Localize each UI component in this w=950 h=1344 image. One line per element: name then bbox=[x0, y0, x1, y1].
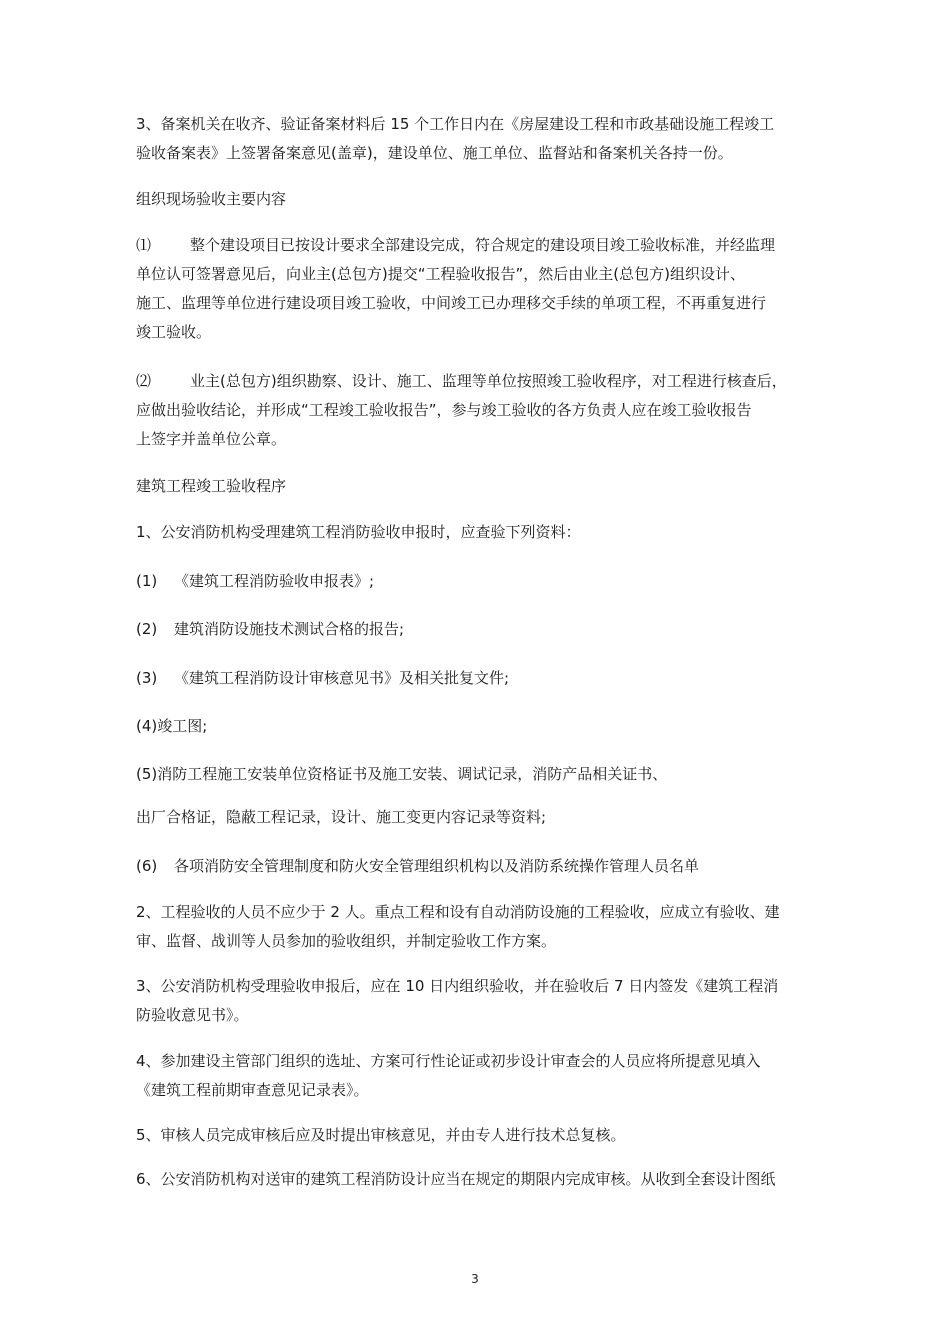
paragraph-item-2: ⑵ 业主(总包方)组织勘察、设计、施工、监理等单位按照竣工验收程序，对工程进行核查后， 应做出验收结论，并形成“工程竣工验收报告”，参与竣工验收的各方负责人应在竣工验收报告 上签字并盖单位公章。 bbox=[136, 367, 826, 454]
list-item-1: (1) 《建筑工程消防验收申报表》; bbox=[136, 572, 375, 590]
paragraph-step-4: 4、参加建设主管部门组织的选址、方案可行性论证或初步设计审查会的人员应将所提意见填入 《建筑工程前期审查意见记录表》。 bbox=[136, 1052, 761, 1099]
item-number: ⑵ bbox=[136, 372, 152, 390]
list-item-4: (4)竣工图; bbox=[136, 717, 208, 735]
page-number: 3 bbox=[471, 1272, 479, 1286]
paragraph-step-5: 5、审核人员完成审核后应及时提出审核意见，并由专人进行技术总复核。 bbox=[136, 1126, 626, 1144]
paragraph-step-2: 2、工程验收的人员不应少于 2 人。重点工程和设有自动消防设施的工程验收，应成立有验收、建 审、监督、战训等人员参加的验收组织，并制定验收工作方案。 bbox=[136, 903, 780, 950]
list-item-6: (6) 各项消防安全管理制度和防火安全管理组织机构以及消防系统操作管理人员名单 bbox=[136, 857, 700, 875]
list-item-5-continued: 出厂合格证，隐蔽工程记录，设计、施工变更内容记录等资料; bbox=[136, 808, 547, 826]
paragraph-step-1: 1、公安消防机构受理建筑工程消防验收申报时，应查验下列资料： bbox=[136, 523, 581, 541]
heading-acceptance-procedure: 建筑工程竣工验收程序 bbox=[136, 477, 287, 495]
paragraph-filing-opinion: 3、备案机关在收齐、验证备案材料后 15 个工作日内在《房屋建设工程和市政基础设施工程竣工 验收备案表》上签署备案意见(盖章)，建设单位、施工单位、监督站和备案机关各持一份。 bbox=[136, 115, 775, 162]
list-item-2: (2) 建筑消防设施技术测试合格的报告; bbox=[136, 620, 405, 638]
paragraph-step-6: 6、公安消防机构对送审的建筑工程消防设计应当在规定的期限内完成审核。从收到全套设计图纸 bbox=[136, 1170, 776, 1188]
heading-site-inspection: 组织现场验收主要内容 bbox=[136, 190, 287, 208]
paragraph-item-1: ⑴ 整个建设项目已按设计要求全部建设完成，符合规定的建设项目竣工验收标准，并经监理 单位认可签署意见后，向业主(总包方)提交“工程验收报告”，然后由业主(总包方)组织设计、 施工、监理等单位进行建设项目竣工验收，中间竣工已办理移交手续的单项工程，不再重复进行 竣工验收。 bbox=[136, 231, 826, 347]
list-item-5: (5)消防工程施工安装单位资格证书及施工安装、调试记录，消防产品相关证书、 bbox=[136, 765, 668, 783]
list-item-3: (3) 《建筑工程消防设计审核意见书》及相关批复文件; bbox=[136, 669, 510, 687]
item-number: ⑴ bbox=[136, 236, 152, 254]
paragraph-step-3: 3、公安消防机构受理验收申报后，应在 10 日内组织验收，并在验收后 7 日内签发《建筑工程消 防验收意见书》。 bbox=[136, 977, 779, 1024]
